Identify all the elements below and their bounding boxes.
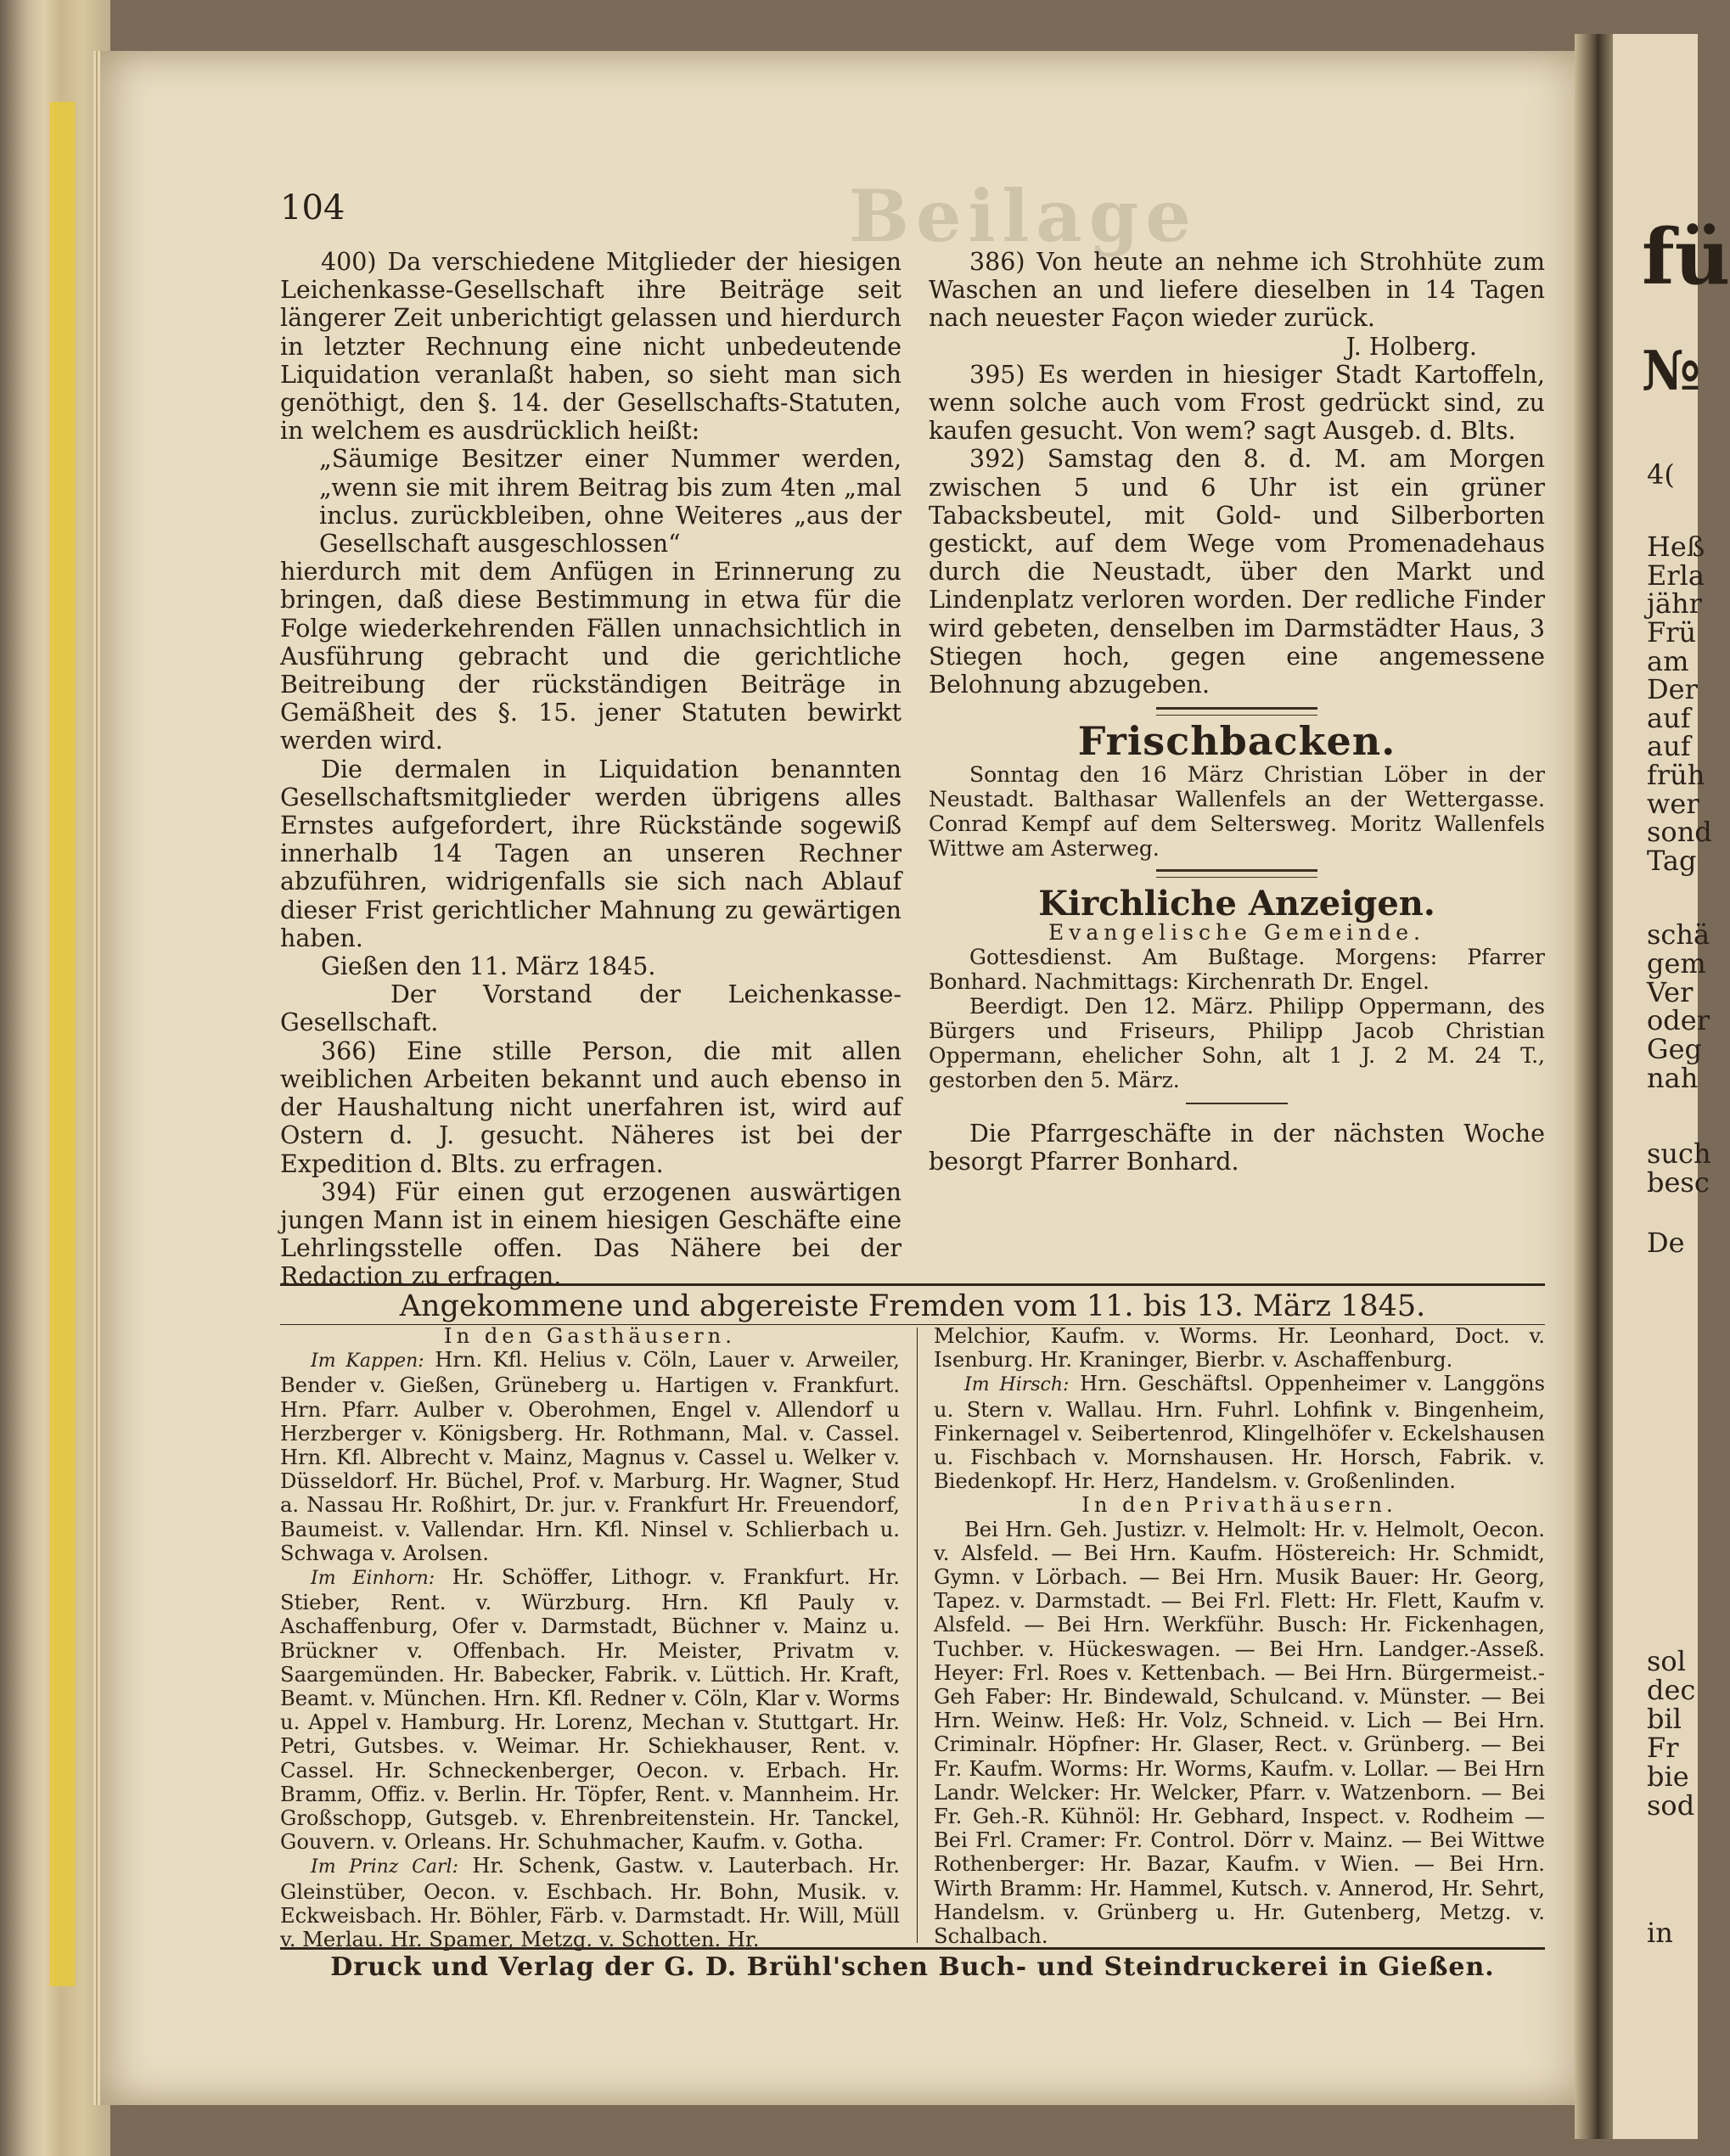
book-gutter bbox=[1575, 34, 1617, 2139]
frag-16: schä bbox=[1647, 918, 1710, 951]
pfarrgeschaefte-text: Die Pfarrgeschäfte in der nächsten Woche besorgt Pfarrer Bonhard. bbox=[929, 1119, 1545, 1176]
frag-28: Fr bbox=[1647, 1732, 1679, 1764]
fremden-title: Angekommene und abgereiste Fremden vom 11. bis 13. März 1845. bbox=[399, 1289, 1426, 1323]
fremden-left-column bbox=[280, 1324, 900, 1951]
prinz-text: Hr. Schenk, Gastw. v. Lauterbach. Hr. Gleinstüber, Oecon. v. Eschbach. Hr. Bohn, Musik. v. Eckweisbach. Hr. Böhler, Färb. v. Darmstadt. Hr. Will, Müll v. Merlau. Hr. Spamer, Metzg. v. Schotten. Hr. bbox=[280, 1854, 900, 1952]
kirchliche-subheading: Evangelische Gemeinde. bbox=[1048, 919, 1425, 945]
kappen-label: Im Kappen: bbox=[311, 1350, 424, 1373]
prinz-label: Im Prinz Carl: bbox=[311, 1856, 458, 1878]
kirchliche-heading: Kirchliche Anzeigen. bbox=[1038, 884, 1435, 924]
notice-366: 366) Eine stille Person, die mit allen weiblichen Arbeiten bekannt und auch ebenso in der Haushaltung nicht unerfahren ist, wird auf Ostern d. J. gesucht. Näheres ist bei der Expedition d. Blts. zu erfragen. bbox=[280, 1036, 902, 1178]
fremden-right-column bbox=[934, 1324, 1545, 1948]
frag-2: № bbox=[1642, 340, 1701, 403]
notice-400-quote: „Säumige Besitzer einer Nummer werden, „wenn sie mit ihrem Beitrag bis zum 4ten „mal inclus. zurückbleiben, ohne Weiteres „aus der Gesellschaft ausgeschlossen“ bbox=[319, 445, 902, 559]
hirsch-entry bbox=[934, 1372, 1545, 1493]
frag-15: Tag bbox=[1647, 845, 1697, 877]
section-rule bbox=[1156, 707, 1317, 716]
continued-entry: Melchior, Kaufm. v. Worms. Hr. Leonhard, Doct. v. Isenburg. Hr. Kraninger, Bierbr. v. Aschaffenburg. bbox=[934, 1324, 1545, 1373]
kappen-entry bbox=[280, 1348, 900, 1565]
notice-386: 386) Von heute an nehme ich Strohhüte zum Waschen an und liefere dieselben in 14 Tagen nach neuester Façon wieder zurück. bbox=[929, 248, 1545, 333]
frag-8: am bbox=[1647, 645, 1689, 677]
right-page-fragment bbox=[1613, 34, 1730, 2139]
einhorn-entry bbox=[280, 1565, 900, 1854]
notice-400-body: hierdurch mit dem Anfügen in Erinnerung zu bringen, daß diese Bestimmung in etwa für die Folge wiederkehrenden Fällen unnachsichtlich in Ausführung gebracht und die gerichtliche Beitreibung der rückständigen Beiträge in Gemäßheit des §. 15. jener Statuten bewirkt werden wird. bbox=[280, 558, 902, 755]
frag-31: in bbox=[1647, 1917, 1673, 1949]
section-rule-3 bbox=[1186, 1103, 1288, 1104]
frag-19: oder bbox=[1647, 1004, 1710, 1036]
notice-400-date: Gießen den 11. März 1845. bbox=[321, 952, 656, 981]
notice-394: 394) Für einen gut erzogenen auswärtigen jungen Mann ist in einem hiesigen Geschäfte eine Lehrlingsstelle offen. Das Nähere bei der Redaction zu erfragen. bbox=[280, 1177, 902, 1291]
frag-25: sol bbox=[1647, 1645, 1686, 1677]
frag-18: Ver bbox=[1647, 976, 1693, 1008]
frag-14: sond bbox=[1647, 816, 1712, 848]
frag-10: auf bbox=[1647, 702, 1691, 734]
frag-11: auf bbox=[1647, 730, 1691, 762]
yellow-page-edge bbox=[49, 102, 75, 1986]
notice-400-intro: 400) Da verschiedene Mitglieder der hiesigen Leichenkasse-Gesellschaft ihre Beiträge seit längerer Zeit unberichtigt gelassen und hierdurch in letzter Rechnung eine nicht unbedeutende Liquidation veranlaßt haben, so sieht man sich genöthigt, den §. 14. der Gesellschafts-Statuten, in welchem es ausdrücklich heißt: bbox=[280, 248, 902, 446]
colophon: Druck und Verlag der G. D. Brühl'schen Buch- und Steindruckerei in Gießen. bbox=[330, 1952, 1495, 1982]
page-number: 104 bbox=[280, 188, 345, 227]
frag-23: besc bbox=[1647, 1166, 1710, 1199]
privat-entries: Bei Hrn. Geh. Justizr. v. Helmolt: Hr. v. Helmolt, Oecon. v. Alsfeld. — Bei Hrn. Kaufm. Höstereich: Hr. Schmidt, Gymn. v Lörbach. — Bei Hrn. Musik Bauer: Hr. Georg, Tapez. v. Darmstadt. — Bei Frl. Flett: Hr. Flett, Kaufm v. Alsfeld. — Bei Hrn. Werkführ. Busch: Hr. Fickenhagen, Tuchber. v. Hückeswagen. — Bei Hrn. Landger.-Asseß. Heyer: Frl. Roes v. Kettenbach. — Bei Hrn. Bürgermeist.-Geh Faber: Hr. Bindewald, Schulcand. v. Münster. — Bei Hrn. Weinw. Heß: Hr. Volz, Schneid. v. Lich — Bei Hrn. Criminalr. Höpfner: Hr. Glaser, Rect. v. Grünberg. — Bei Fr. Kaufm. Worms: Hr. Worms, Kaufm. v. Lollar. — Bei Hrn Landr. Welcker: Hr. Welcker, Pfarr. v. Watzenborn. — Bei Fr. Geh.-R. Kühnöl: Hr. Gebhard, Inspect. v. Rodheim — Bei Frl. Cramer: Fr. Control. Dörr v. Mainz. — Bei Wittwe Rothenberger: Hr. Bazar, Kaufm. v Wien. — Bei Hrn. Wirth Bramm: Hr. Hammel, Kutsch. v. Annerod, Hr. Sehrt, Handelsm. v. Grünberg u. Hr. Gutenberg, Metzg. v. Schalbach. bbox=[934, 1517, 1545, 1949]
frag-12: früh bbox=[1647, 759, 1705, 791]
einhorn-label: Im Einhorn: bbox=[311, 1568, 435, 1590]
frag-7: Frü bbox=[1647, 616, 1697, 648]
beerdigt-text: Beerdigt. Den 12. März. Philipp Oppermann, des Bürgers und Friseurs, Philipp Jacob Christian Oppermann, ehelicher Sohn, alt 1 J. 2 M. 24 T., gestorben den 5. März. bbox=[929, 993, 1545, 1092]
frag-26: dec bbox=[1647, 1674, 1696, 1706]
hirsch-label: Im Hirsch: bbox=[964, 1374, 1070, 1396]
fremden-column-divider bbox=[917, 1328, 918, 1943]
frag-1: fü bbox=[1642, 212, 1730, 302]
frag-6: jähr bbox=[1647, 587, 1702, 620]
frag-30: sod bbox=[1647, 1789, 1695, 1822]
frag-27: bil bbox=[1647, 1703, 1682, 1735]
frag-22: such bbox=[1647, 1137, 1711, 1170]
frag-4: Heß bbox=[1647, 531, 1705, 563]
frischbacken-heading: Frischbacken. bbox=[1077, 718, 1396, 765]
notice-386-signature: J. Holberg. bbox=[1345, 332, 1477, 361]
gasthaeuser-subheading: In den Gasthäusern. bbox=[444, 1324, 736, 1348]
hirsch-text: Hrn. Geschäftsl. Oppenheimer v. Langgöns u. Stern v. Wallau. Hrn. Fuhrl. Lohfink v. Bingenheim, Finkernagel v. Seibertenrod, Klingelhöfer v. Eckelshausen u. Fischbach v. Mornshausen. Hr. Horsch, Fabrik. v. Biedenkopf. Hr. Herz, Handelsm. v. Großenlinden. bbox=[934, 1372, 1545, 1494]
frag-5: Erla bbox=[1647, 559, 1705, 592]
notice-392: 392) Samstag den 8. d. M. am Morgen zwischen 5 und 6 Uhr ist ein grüner Tabacksbeutel, mit Gold- und Silberborten gestickt, auf dem Wege vom Promenadehaus durch die Neustadt, über den Markt und Lindenplatz verloren worden. Der redliche Finder wird gebeten, denselben im Darmstädter Haus, 3 Stiegen hoch, gegen eine angemessene Belohnung abzugeben. bbox=[929, 445, 1545, 699]
notice-400-request: Die dermalen in Liquidation benannten Gesellschaftsmitglieder werden übrigens alles Ernstes aufgefordert, ihre Rückstände sogewiß innerhalb 14 Tagen an unseren Rechner abzuführen, widrigenfalls sie sich nach Ablauf dieser Frist gerichtlicher Mahnung zu gewärtigen haben. bbox=[280, 755, 902, 952]
notice-400-signature: Der Vorstand der Leichenkasse-Gesellschaft. bbox=[280, 980, 902, 1037]
section-rule-2 bbox=[1156, 869, 1317, 878]
left-text-column bbox=[280, 248, 902, 1291]
einhorn-text: Hr. Schöffer, Lithogr. v. Frankfurt. Hr. Stieber, Rent. v. Würzburg. Hrn. Kfl Pauly v. Aschaffenburg, Ofer v. Darmstadt, Büchner v. Mainz u. Brückner v. Offenbach. Hr. Meister, Privatm v. Saargemünden. Hr. Babecker, Fabrik. v. Lüttich. Hr. Kraft, Beamt. v. München. Hrn. Kfl. Redner v. Cöln, Klar v. Worms u. Appel v. Hamburg. Hr. Lorenz, Mechan v. Stuttgart. Hr. Petri, Gutsbes. v. Weimar. Hr. Schiekhauser, Rent. v. Cassel. Hr. Schneckenberger, Oecon. v. Erbach. Hr. Bramm, Offiz. v. Berlin. Hr. Töpfer, Rent. v. Mannheim. Hr. Großschopp, Gutsgeb. v. Ehrenbreitenstein. Hr. Tanckel, Gouvern. v. Orleans. Hr. Schuhmacher, Kaufm. v. Gotha. bbox=[280, 1565, 900, 1855]
kappen-text: Hrn. Kfl. Helius v. Cöln, Lauer v. Arweiler, Bender v. Gießen, Grüneberg u. Hartigen v. Frankfurt. Hrn. Pfarr. Aulber v. Oberohmen, Engel v. Allendorf u Herzberger v. Königsberg. Hr. Rothmann, Mal. v. Cassel. Hrn. Kfl. Albrecht v. Mainz, Magnus v. Cassel u. Welker v. Düsseldorf. Hr. Büchel, Prof. v. Marburg. Hr. Wagner, Stud a. Nassau Hr. Roßhirt, Dr. jur. v. Frankfurt Hr. Freuendorf, Baumeist. v. Vallendar. Hrn. Kfl. Ninsel v. Schlierbach u. Schwaga v. Arolsen. bbox=[280, 1348, 900, 1565]
frag-21: nah bbox=[1647, 1062, 1699, 1094]
show-through-heading: Beilage bbox=[849, 174, 1198, 258]
frag-13: wer bbox=[1647, 788, 1699, 820]
gottesdienst-text: Gottesdienst. Am Bußtage. Morgens: Pfarrer Bonhard. Nachmittags: Kirchenrath Dr. Engel. bbox=[929, 944, 1545, 994]
privat-subheading: In den Privathäusern. bbox=[1081, 1493, 1397, 1518]
frag-9: Der bbox=[1647, 673, 1698, 705]
notice-395: 395) Es werden in hiesiger Stadt Kartoffeln, wenn solche auch vom Frost gedrückt sind, zu kaufen gesucht. Von wem? sagt Ausgeb. d. Blts. bbox=[929, 360, 1545, 446]
frag-20: Geg bbox=[1647, 1033, 1702, 1065]
frag-24: De bbox=[1647, 1227, 1685, 1259]
prinz-entry bbox=[280, 1854, 900, 1951]
right-text-column bbox=[929, 248, 1545, 1176]
frag-3: 4( bbox=[1647, 458, 1675, 491]
frag-17: gem bbox=[1647, 947, 1706, 980]
frag-29: bie bbox=[1647, 1760, 1689, 1793]
colophon-rule bbox=[280, 1947, 1545, 1950]
fremden-top-rule bbox=[280, 1283, 1545, 1286]
frischbacken-text: Sonntag den 16 März Christian Löber in der Neustadt. Balthasar Wallenfels an der Wettergasse. Conrad Kempf auf dem Seltersweg. Moritz Wallenfels Wittwe am Asterweg. bbox=[929, 762, 1545, 862]
